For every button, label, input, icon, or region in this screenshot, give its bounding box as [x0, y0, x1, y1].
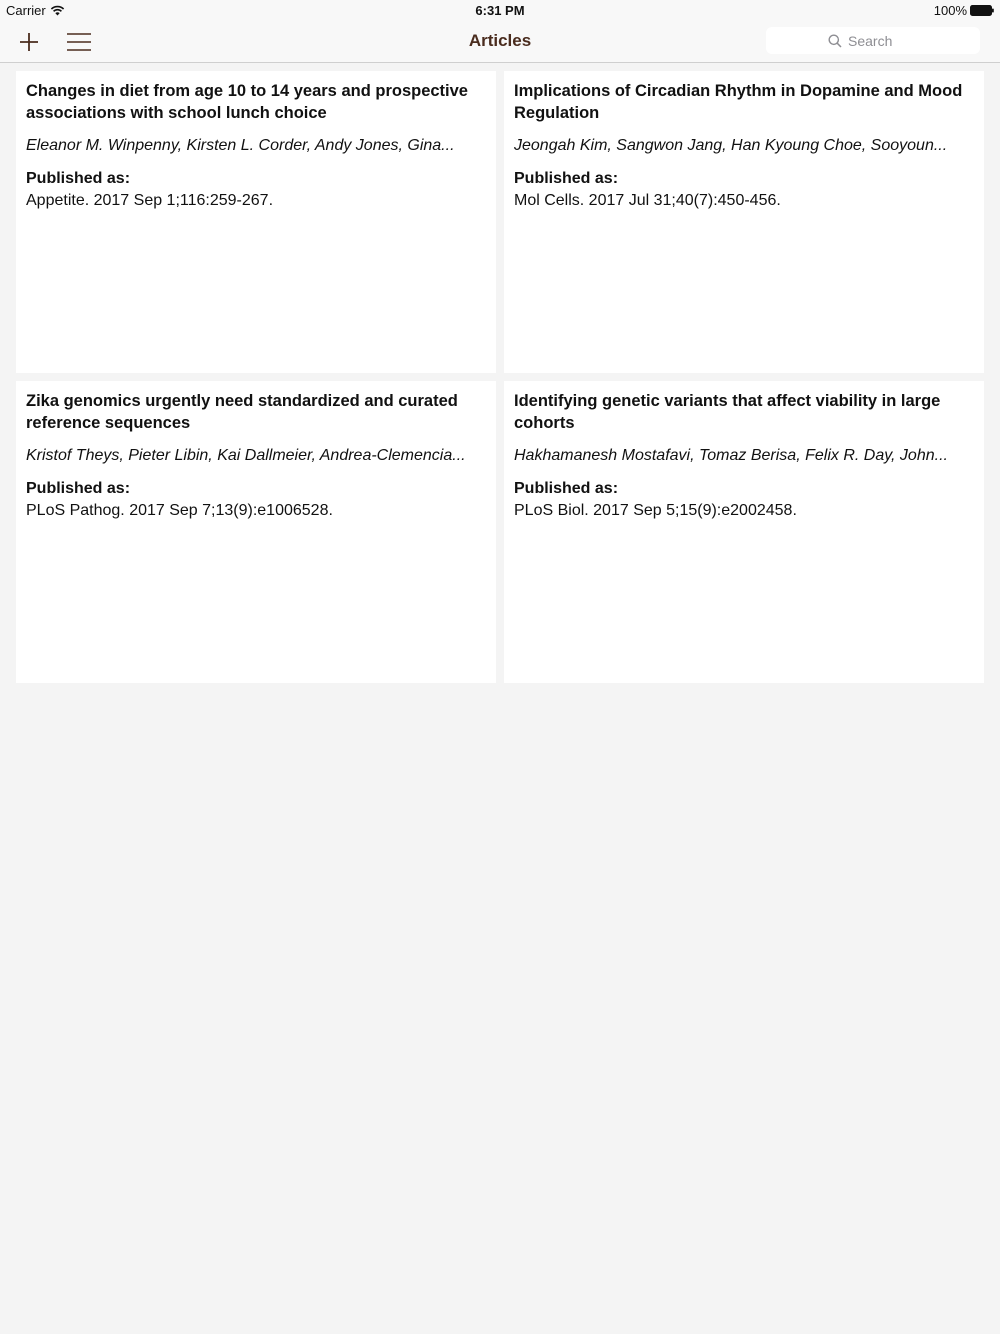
published-label: Published as: — [26, 480, 131, 497]
article-card[interactable] — [16, 71, 496, 373]
page-title: Articles — [468, 31, 532, 50]
article-authors: Eleanor M. Winpenny, Kirsten L. Corder, Andy Jones, Gina... — [26, 137, 455, 154]
published-citation: PLoS Biol. 2017 Sep 5;15(9):e2002458. — [514, 502, 797, 519]
battery-indicator — [934, 3, 994, 18]
article-title: Zika genomics urgently need standardized and curated reference sequences — [26, 392, 458, 432]
article-card[interactable] — [504, 381, 984, 683]
article-authors: Kristof Theys, Pieter Libin, Kai Dallmeier, Andrea-Clemencia... — [26, 447, 466, 464]
article-card[interactable] — [16, 381, 496, 683]
article-authors: Hakhamanesh Mostafavi, Tomaz Berisa, Felix R. Day, John... — [514, 447, 948, 464]
published-label: Published as: — [514, 480, 619, 497]
published-citation: Appetite. 2017 Sep 1;116:259-267. — [26, 192, 274, 209]
published-citation: Mol Cells. 2017 Jul 31;40(7):450-456. — [514, 192, 781, 209]
battery-percent: 100% — [933, 3, 967, 18]
article-card[interactable] — [504, 71, 984, 373]
status-bar — [0, 0, 1000, 22]
published-label: Published as: — [514, 170, 619, 187]
magnifier-icon — [828, 34, 842, 48]
search-field[interactable] — [766, 27, 980, 54]
article-grid — [16, 71, 984, 683]
clock: 6:31 PM — [475, 3, 525, 18]
battery-icon — [970, 5, 994, 16]
carrier-label: Carrier — [6, 3, 46, 18]
published-label: Published as: — [26, 170, 131, 187]
article-title: Changes in diet from age 10 to 14 years and prospective associations with school lunch choice — [26, 82, 468, 122]
search-input[interactable] — [848, 33, 918, 49]
article-title: Implications of Circadian Rhythm in Dopamine and Mood Regulation — [514, 82, 963, 122]
article-authors: Jeongah Kim, Sangwon Jang, Han Kyoung Choe, Sooyoun... — [514, 137, 948, 154]
article-title: Identifying genetic variants that affect viability in large cohorts — [514, 392, 941, 432]
navigation-bar — [0, 22, 1000, 63]
published-citation: PLoS Pathog. 2017 Sep 7;13(9):e1006528. — [26, 502, 333, 519]
